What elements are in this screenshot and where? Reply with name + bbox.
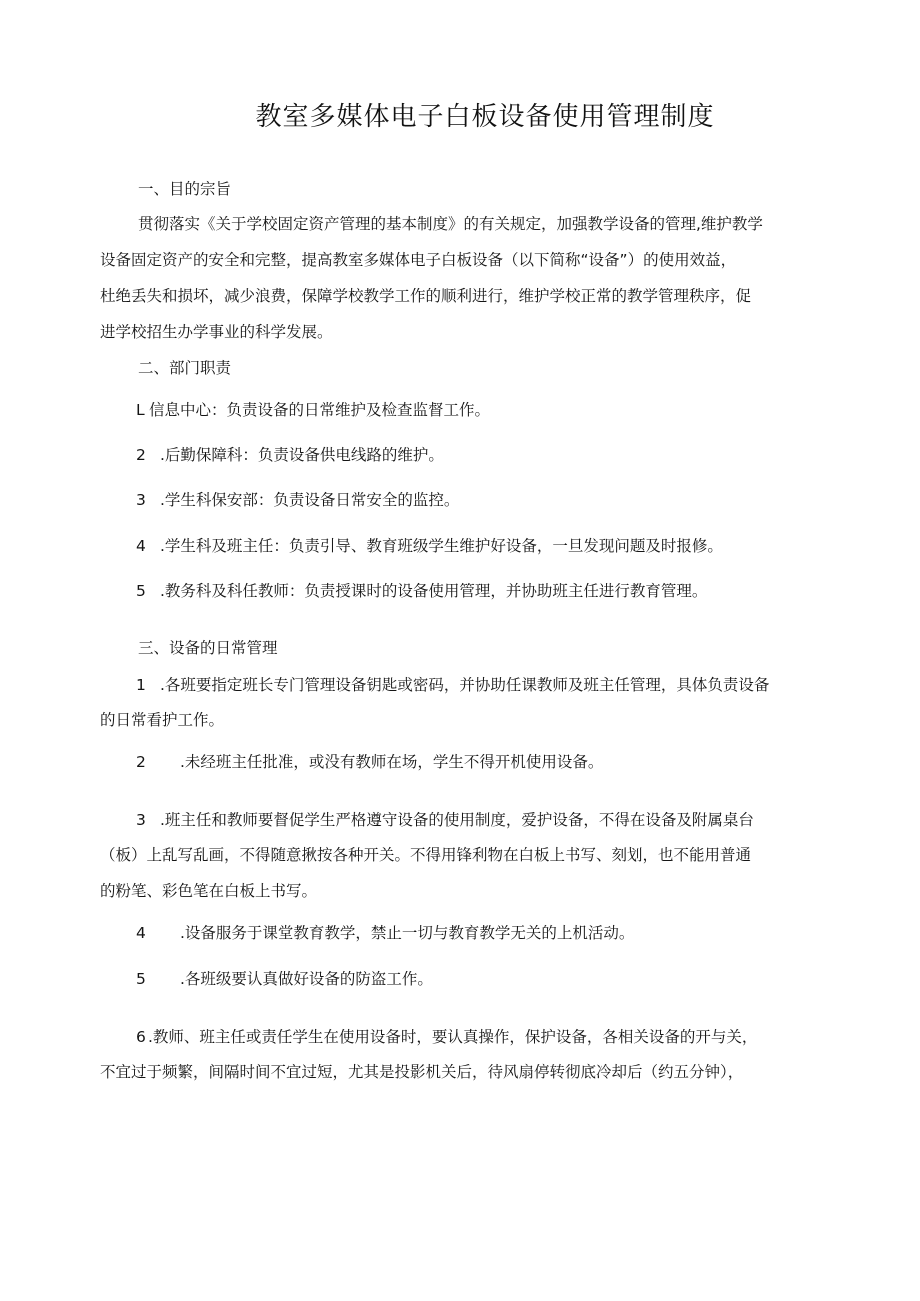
list-item-number: 2: [136, 753, 146, 771]
list-item-text: .各班要指定班长专门管理设备钥匙或密码，并协助任课教师及班主任管理，具体负责设备: [160, 676, 770, 694]
list-item-text: .设备服务于课堂教育教学，禁止一切与教育教学无关的上机活动。: [180, 924, 635, 942]
list-item-text: .各班级要认真做好设备的防盗工作。: [180, 970, 433, 988]
list-item-number: 3: [136, 811, 146, 829]
list-item-continuation: 不宜过于频繁，间隔时间不宜过短，尤其是投影机关后，待风扇停转彻底冷却后（约五分钟），: [100, 1063, 744, 1081]
list-item-number: 4: [136, 924, 146, 942]
list-item-number: L: [136, 401, 145, 419]
list-item: [136, 581, 707, 601]
list-item-text: .学生科保安部：负责设备日常安全的监控。: [160, 491, 460, 509]
list-item: [136, 445, 444, 465]
list-item: [136, 752, 603, 772]
section-heading-purpose: 一、目的宗旨: [138, 180, 232, 198]
list-item-text: .未经班主任批准，或没有教师在场，学生不得开机使用设备。: [180, 753, 604, 771]
list-item: [136, 969, 433, 989]
list-item: [136, 810, 754, 830]
list-item: [136, 490, 459, 510]
list-item-continuation: （板）上乱写乱画，不得随意揪按各种开关。不得用锋利物在白板上书写、刻划，也不能用普通: [100, 846, 752, 864]
list-item-number: 5: [136, 970, 146, 988]
list-item-number: 6: [136, 1028, 146, 1046]
list-item-number: 1: [136, 676, 146, 694]
document-title: 教室多媒体电子白板设备使用管理制度: [255, 102, 715, 132]
list-item: [136, 536, 723, 556]
list-item: [136, 400, 490, 420]
paragraph-line: 设备固定资产的安全和完整，提高教室多媒体电子白板设备（以下简称“设备”）的使用效益，: [100, 251, 737, 269]
list-item-number: 2: [136, 446, 146, 464]
list-item-continuation: 的日常看护工作。: [100, 711, 225, 729]
list-item-text: .教师、班主任或责任学生在使用设备时，要认真操作，保护设备，各相关设备的开与关，: [148, 1028, 758, 1046]
list-item: [136, 1027, 757, 1047]
list-item-text: .教务科及科任教师：负责授课时的设备使用管理，并协助班主任进行教育管理。: [160, 582, 708, 600]
list-item-continuation: 的粉笔、彩色笔在白板上书写。: [100, 882, 318, 900]
list-item-number: 4: [136, 537, 146, 555]
section-heading-daily-management: 三、设备的日常管理: [138, 639, 278, 657]
list-item-text: 信息中心：负责设备的日常维护及检查监督工作。: [149, 401, 491, 419]
list-item-number: 3: [136, 491, 146, 509]
list-item-text: .后勤保障科：负责设备供电线路的维护。: [160, 446, 444, 464]
list-item-number: 5: [136, 582, 146, 600]
list-item-text: .学生科及班主任：负责引导、教育班级学生维护好设备，一旦发现问题及时报修。: [160, 537, 723, 555]
paragraph-line: 进学校招生办学事业的科学发展。: [100, 323, 333, 341]
paragraph-line: 贯彻落实《关于学校固定资产管理的基本制度》的有关规定，加强教学设备的管理,维护教学: [138, 215, 763, 233]
list-item: [136, 675, 769, 695]
list-item: [136, 923, 634, 943]
list-item-text: .班主任和教师要督促学生严格遵守设备的使用制度，爱护设备，不得在设备及附属桌台: [160, 811, 754, 829]
section-heading-responsibilities: 二、部门职责: [138, 359, 232, 377]
paragraph-line: 杜绝丢失和损坏，减少浪费，保障学校教学工作的顺利进行，维护学校正常的教学管理秩序，促: [100, 287, 752, 305]
